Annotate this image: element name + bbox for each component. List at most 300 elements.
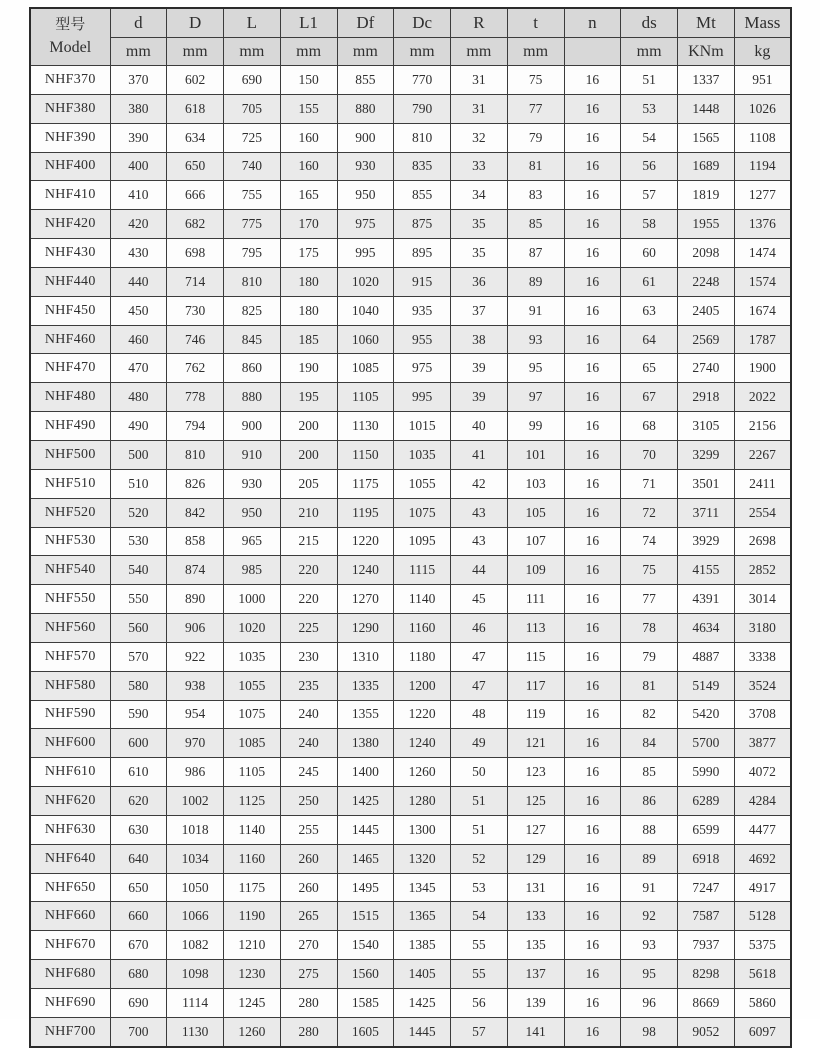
column-label-n: n bbox=[564, 8, 621, 38]
value-cell: 460 bbox=[110, 325, 167, 354]
value-cell: 1425 bbox=[337, 787, 394, 816]
value-cell: 1015 bbox=[394, 412, 451, 441]
value-cell: 230 bbox=[280, 642, 337, 671]
value-cell: 845 bbox=[224, 325, 281, 354]
value-cell: 51 bbox=[621, 66, 678, 95]
value-cell: 77 bbox=[621, 585, 678, 614]
value-cell: 1405 bbox=[394, 960, 451, 989]
value-cell: 4391 bbox=[678, 585, 735, 614]
table-row bbox=[30, 527, 791, 556]
value-cell: 101 bbox=[507, 440, 564, 469]
value-cell: 1035 bbox=[224, 642, 281, 671]
header-units-row bbox=[30, 38, 791, 66]
value-cell: 580 bbox=[110, 671, 167, 700]
value-cell: 33 bbox=[451, 152, 508, 181]
value-cell: 730 bbox=[167, 296, 224, 325]
value-cell: 4284 bbox=[734, 787, 791, 816]
value-cell: 1114 bbox=[167, 989, 224, 1018]
value-cell: 1150 bbox=[337, 440, 394, 469]
value-cell: 2022 bbox=[734, 383, 791, 412]
value-cell: 640 bbox=[110, 844, 167, 873]
value-cell: 79 bbox=[507, 123, 564, 152]
value-cell: 1365 bbox=[394, 902, 451, 931]
value-cell: 1400 bbox=[337, 758, 394, 787]
value-cell: 129 bbox=[507, 844, 564, 873]
value-cell: 810 bbox=[394, 123, 451, 152]
value-cell: 922 bbox=[167, 642, 224, 671]
model-column-header bbox=[30, 8, 110, 66]
value-cell: 127 bbox=[507, 815, 564, 844]
column-label-d: d bbox=[110, 8, 167, 38]
model-cell: NHF440 bbox=[30, 267, 110, 296]
column-label-ds: ds bbox=[621, 8, 678, 38]
value-cell: 123 bbox=[507, 758, 564, 787]
value-cell: 270 bbox=[280, 931, 337, 960]
value-cell: 705 bbox=[224, 94, 281, 123]
model-cell: NHF640 bbox=[30, 844, 110, 873]
value-cell: 965 bbox=[224, 527, 281, 556]
table-row bbox=[30, 1017, 791, 1046]
value-cell: 265 bbox=[280, 902, 337, 931]
value-cell: 74 bbox=[621, 527, 678, 556]
table-row bbox=[30, 642, 791, 671]
model-header-chinese: 型号 bbox=[55, 16, 86, 33]
value-cell: 45 bbox=[451, 585, 508, 614]
value-cell: 40 bbox=[451, 412, 508, 441]
value-cell: 4887 bbox=[678, 642, 735, 671]
value-cell: 1098 bbox=[167, 960, 224, 989]
value-cell: 860 bbox=[224, 354, 281, 383]
table-row bbox=[30, 94, 791, 123]
model-cell: NHF670 bbox=[30, 931, 110, 960]
value-cell: 210 bbox=[280, 498, 337, 527]
value-cell: 1160 bbox=[224, 844, 281, 873]
value-cell: 2156 bbox=[734, 412, 791, 441]
value-cell: 16 bbox=[564, 181, 621, 210]
value-cell: 55 bbox=[451, 960, 508, 989]
value-cell: 16 bbox=[564, 729, 621, 758]
value-cell: 2852 bbox=[734, 556, 791, 585]
value-cell: 450 bbox=[110, 296, 167, 325]
model-cell: NHF600 bbox=[30, 729, 110, 758]
value-cell: 31 bbox=[451, 94, 508, 123]
value-cell: 690 bbox=[224, 66, 281, 95]
table-row bbox=[30, 412, 791, 441]
value-cell: 280 bbox=[280, 989, 337, 1018]
value-cell: 75 bbox=[507, 66, 564, 95]
table-row bbox=[30, 671, 791, 700]
value-cell: 5420 bbox=[678, 700, 735, 729]
table-row bbox=[30, 66, 791, 95]
value-cell: 16 bbox=[564, 210, 621, 239]
value-cell: 1075 bbox=[394, 498, 451, 527]
column-label-d: D bbox=[167, 8, 224, 38]
model-cell: NHF500 bbox=[30, 440, 110, 469]
header-labels-row bbox=[30, 8, 791, 38]
value-cell: 6599 bbox=[678, 815, 735, 844]
value-cell: 600 bbox=[110, 729, 167, 758]
value-cell: 906 bbox=[167, 614, 224, 643]
value-cell: 6918 bbox=[678, 844, 735, 873]
value-cell: 1345 bbox=[394, 873, 451, 902]
table-row bbox=[30, 498, 791, 527]
table-row bbox=[30, 989, 791, 1018]
value-cell: 16 bbox=[564, 758, 621, 787]
value-cell: 175 bbox=[280, 239, 337, 268]
value-cell: 1560 bbox=[337, 960, 394, 989]
model-cell: NHF590 bbox=[30, 700, 110, 729]
column-label-dc: Dc bbox=[394, 8, 451, 38]
value-cell: 48 bbox=[451, 700, 508, 729]
value-cell: 9052 bbox=[678, 1017, 735, 1046]
value-cell: 16 bbox=[564, 815, 621, 844]
table-row bbox=[30, 296, 791, 325]
value-cell: 4072 bbox=[734, 758, 791, 787]
value-cell: 1385 bbox=[394, 931, 451, 960]
value-cell: 1689 bbox=[678, 152, 735, 181]
value-cell: 3708 bbox=[734, 700, 791, 729]
model-cell: NHF580 bbox=[30, 671, 110, 700]
value-cell: 1180 bbox=[394, 642, 451, 671]
value-cell: 245 bbox=[280, 758, 337, 787]
value-cell: 602 bbox=[167, 66, 224, 95]
value-cell: 778 bbox=[167, 383, 224, 412]
value-cell: 63 bbox=[621, 296, 678, 325]
value-cell: 1055 bbox=[394, 469, 451, 498]
value-cell: 680 bbox=[110, 960, 167, 989]
value-cell: 39 bbox=[451, 354, 508, 383]
value-cell: 858 bbox=[167, 527, 224, 556]
value-cell: 77 bbox=[507, 94, 564, 123]
value-cell: 1108 bbox=[734, 123, 791, 152]
column-label-r: R bbox=[451, 8, 508, 38]
value-cell: 16 bbox=[564, 469, 621, 498]
value-cell: 1515 bbox=[337, 902, 394, 931]
value-cell: 2267 bbox=[734, 440, 791, 469]
model-cell: NHF470 bbox=[30, 354, 110, 383]
value-cell: 250 bbox=[280, 787, 337, 816]
value-cell: 1105 bbox=[224, 758, 281, 787]
value-cell: 1175 bbox=[224, 873, 281, 902]
value-cell: 46 bbox=[451, 614, 508, 643]
value-cell: 770 bbox=[394, 66, 451, 95]
value-cell: 5618 bbox=[734, 960, 791, 989]
value-cell: 5149 bbox=[678, 671, 735, 700]
value-cell: 1300 bbox=[394, 815, 451, 844]
model-cell: NHF430 bbox=[30, 239, 110, 268]
value-cell: 755 bbox=[224, 181, 281, 210]
value-cell: 986 bbox=[167, 758, 224, 787]
value-cell: 57 bbox=[451, 1017, 508, 1046]
model-cell: NHF630 bbox=[30, 815, 110, 844]
value-cell: 670 bbox=[110, 931, 167, 960]
value-cell: 47 bbox=[451, 671, 508, 700]
model-cell: NHF540 bbox=[30, 556, 110, 585]
value-cell: 16 bbox=[564, 239, 621, 268]
value-cell: 874 bbox=[167, 556, 224, 585]
column-unit-dc: mm bbox=[394, 38, 451, 66]
value-cell: 1026 bbox=[734, 94, 791, 123]
value-cell: 630 bbox=[110, 815, 167, 844]
value-cell: 875 bbox=[394, 210, 451, 239]
value-cell: 1540 bbox=[337, 931, 394, 960]
value-cell: 49 bbox=[451, 729, 508, 758]
value-cell: 16 bbox=[564, 412, 621, 441]
value-cell: 180 bbox=[280, 267, 337, 296]
value-cell: 1245 bbox=[224, 989, 281, 1018]
value-cell: 56 bbox=[621, 152, 678, 181]
model-cell: NHF560 bbox=[30, 614, 110, 643]
model-cell: NHF680 bbox=[30, 960, 110, 989]
value-cell: 71 bbox=[621, 469, 678, 498]
value-cell: 115 bbox=[507, 642, 564, 671]
value-cell: 1425 bbox=[394, 989, 451, 1018]
value-cell: 1819 bbox=[678, 181, 735, 210]
table-row bbox=[30, 873, 791, 902]
table-row bbox=[30, 210, 791, 239]
value-cell: 935 bbox=[394, 296, 451, 325]
value-cell: 1240 bbox=[394, 729, 451, 758]
value-cell: 51 bbox=[451, 787, 508, 816]
value-cell: 1085 bbox=[224, 729, 281, 758]
value-cell: 98 bbox=[621, 1017, 678, 1046]
value-cell: 170 bbox=[280, 210, 337, 239]
value-cell: 16 bbox=[564, 440, 621, 469]
table-row bbox=[30, 960, 791, 989]
value-cell: 44 bbox=[451, 556, 508, 585]
value-cell: 700 bbox=[110, 1017, 167, 1046]
value-cell: 91 bbox=[621, 873, 678, 902]
table-row bbox=[30, 787, 791, 816]
value-cell: 1220 bbox=[337, 527, 394, 556]
value-cell: 795 bbox=[224, 239, 281, 268]
value-cell: 2248 bbox=[678, 267, 735, 296]
value-cell: 86 bbox=[621, 787, 678, 816]
value-cell: 835 bbox=[394, 152, 451, 181]
value-cell: 99 bbox=[507, 412, 564, 441]
value-cell: 35 bbox=[451, 239, 508, 268]
value-cell: 1495 bbox=[337, 873, 394, 902]
value-cell: 550 bbox=[110, 585, 167, 614]
column-label-mass: Mass bbox=[734, 8, 791, 38]
value-cell: 880 bbox=[337, 94, 394, 123]
value-cell: 135 bbox=[507, 931, 564, 960]
value-cell: 16 bbox=[564, 960, 621, 989]
table-row bbox=[30, 354, 791, 383]
value-cell: 82 bbox=[621, 700, 678, 729]
value-cell: 16 bbox=[564, 989, 621, 1018]
value-cell: 16 bbox=[564, 66, 621, 95]
value-cell: 6289 bbox=[678, 787, 735, 816]
value-cell: 1240 bbox=[337, 556, 394, 585]
model-cell: NHF420 bbox=[30, 210, 110, 239]
value-cell: 620 bbox=[110, 787, 167, 816]
value-cell: 16 bbox=[564, 267, 621, 296]
value-cell: 2405 bbox=[678, 296, 735, 325]
value-cell: 89 bbox=[507, 267, 564, 296]
value-cell: 1105 bbox=[337, 383, 394, 412]
value-cell: 985 bbox=[224, 556, 281, 585]
value-cell: 133 bbox=[507, 902, 564, 931]
value-cell: 32 bbox=[451, 123, 508, 152]
value-cell: 2098 bbox=[678, 239, 735, 268]
value-cell: 775 bbox=[224, 210, 281, 239]
value-cell: 790 bbox=[394, 94, 451, 123]
value-cell: 5128 bbox=[734, 902, 791, 931]
value-cell: 35 bbox=[451, 210, 508, 239]
value-cell: 890 bbox=[167, 585, 224, 614]
value-cell: 47 bbox=[451, 642, 508, 671]
value-cell: 155 bbox=[280, 94, 337, 123]
model-cell: NHF410 bbox=[30, 181, 110, 210]
table-row bbox=[30, 440, 791, 469]
table-body bbox=[30, 66, 791, 1047]
value-cell: 109 bbox=[507, 556, 564, 585]
column-label-df: Df bbox=[337, 8, 394, 38]
value-cell: 698 bbox=[167, 239, 224, 268]
value-cell: 1290 bbox=[337, 614, 394, 643]
value-cell: 255 bbox=[280, 815, 337, 844]
value-cell: 1445 bbox=[394, 1017, 451, 1046]
value-cell: 5700 bbox=[678, 729, 735, 758]
value-cell: 380 bbox=[110, 94, 167, 123]
column-label-mt: Mt bbox=[678, 8, 735, 38]
value-cell: 975 bbox=[394, 354, 451, 383]
value-cell: 88 bbox=[621, 815, 678, 844]
model-cell: NHF490 bbox=[30, 412, 110, 441]
value-cell: 31 bbox=[451, 66, 508, 95]
value-cell: 1125 bbox=[224, 787, 281, 816]
value-cell: 4692 bbox=[734, 844, 791, 873]
value-cell: 1355 bbox=[337, 700, 394, 729]
value-cell: 56 bbox=[451, 989, 508, 1018]
table-row bbox=[30, 758, 791, 787]
value-cell: 794 bbox=[167, 412, 224, 441]
value-cell: 510 bbox=[110, 469, 167, 498]
table-row bbox=[30, 614, 791, 643]
value-cell: 954 bbox=[167, 700, 224, 729]
table-row bbox=[30, 469, 791, 498]
column-unit-r: mm bbox=[451, 38, 508, 66]
model-cell: NHF510 bbox=[30, 469, 110, 498]
value-cell: 1190 bbox=[224, 902, 281, 931]
value-cell: 79 bbox=[621, 642, 678, 671]
value-cell: 725 bbox=[224, 123, 281, 152]
column-unit-ds: mm bbox=[621, 38, 678, 66]
value-cell: 490 bbox=[110, 412, 167, 441]
value-cell: 825 bbox=[224, 296, 281, 325]
model-cell: NHF460 bbox=[30, 325, 110, 354]
value-cell: 1277 bbox=[734, 181, 791, 210]
table-row bbox=[30, 844, 791, 873]
value-cell: 970 bbox=[167, 729, 224, 758]
value-cell: 16 bbox=[564, 1017, 621, 1046]
value-cell: 34 bbox=[451, 181, 508, 210]
value-cell: 682 bbox=[167, 210, 224, 239]
value-cell: 260 bbox=[280, 844, 337, 873]
value-cell: 900 bbox=[224, 412, 281, 441]
value-cell: 1195 bbox=[337, 498, 394, 527]
value-cell: 1018 bbox=[167, 815, 224, 844]
value-cell: 42 bbox=[451, 469, 508, 498]
table-row bbox=[30, 181, 791, 210]
value-cell: 81 bbox=[621, 671, 678, 700]
value-cell: 131 bbox=[507, 873, 564, 902]
model-cell: NHF530 bbox=[30, 527, 110, 556]
model-cell: NHF370 bbox=[30, 66, 110, 95]
value-cell: 70 bbox=[621, 440, 678, 469]
value-cell: 1115 bbox=[394, 556, 451, 585]
value-cell: 97 bbox=[507, 383, 564, 412]
value-cell: 275 bbox=[280, 960, 337, 989]
value-cell: 1955 bbox=[678, 210, 735, 239]
value-cell: 3299 bbox=[678, 440, 735, 469]
value-cell: 150 bbox=[280, 66, 337, 95]
table-row bbox=[30, 325, 791, 354]
value-cell: 1787 bbox=[734, 325, 791, 354]
value-cell: 111 bbox=[507, 585, 564, 614]
value-cell: 16 bbox=[564, 296, 621, 325]
value-cell: 1160 bbox=[394, 614, 451, 643]
value-cell: 53 bbox=[451, 873, 508, 902]
value-cell: 1320 bbox=[394, 844, 451, 873]
value-cell: 113 bbox=[507, 614, 564, 643]
value-cell: 995 bbox=[394, 383, 451, 412]
value-cell: 1085 bbox=[337, 354, 394, 383]
value-cell: 975 bbox=[337, 210, 394, 239]
value-cell: 470 bbox=[110, 354, 167, 383]
value-cell: 826 bbox=[167, 469, 224, 498]
column-unit-mass: kg bbox=[734, 38, 791, 66]
value-cell: 810 bbox=[167, 440, 224, 469]
value-cell: 105 bbox=[507, 498, 564, 527]
value-cell: 16 bbox=[564, 873, 621, 902]
value-cell: 165 bbox=[280, 181, 337, 210]
value-cell: 650 bbox=[167, 152, 224, 181]
value-cell: 1200 bbox=[394, 671, 451, 700]
value-cell: 1310 bbox=[337, 642, 394, 671]
value-cell: 1474 bbox=[734, 239, 791, 268]
column-label-l1: L1 bbox=[280, 8, 337, 38]
table-row bbox=[30, 815, 791, 844]
value-cell: 1075 bbox=[224, 700, 281, 729]
value-cell: 83 bbox=[507, 181, 564, 210]
value-cell: 75 bbox=[621, 556, 678, 585]
value-cell: 4917 bbox=[734, 873, 791, 902]
value-cell: 185 bbox=[280, 325, 337, 354]
value-cell: 3501 bbox=[678, 469, 735, 498]
value-cell: 1565 bbox=[678, 123, 735, 152]
value-cell: 3180 bbox=[734, 614, 791, 643]
value-cell: 2698 bbox=[734, 527, 791, 556]
model-cell: NHF550 bbox=[30, 585, 110, 614]
column-unit-t: mm bbox=[507, 38, 564, 66]
value-cell: 1260 bbox=[224, 1017, 281, 1046]
value-cell: 53 bbox=[621, 94, 678, 123]
value-cell: 520 bbox=[110, 498, 167, 527]
value-cell: 1050 bbox=[167, 873, 224, 902]
value-cell: 430 bbox=[110, 239, 167, 268]
value-cell: 762 bbox=[167, 354, 224, 383]
value-cell: 540 bbox=[110, 556, 167, 585]
value-cell: 1260 bbox=[394, 758, 451, 787]
table-row bbox=[30, 556, 791, 585]
value-cell: 43 bbox=[451, 527, 508, 556]
value-cell: 95 bbox=[621, 960, 678, 989]
value-cell: 1445 bbox=[337, 815, 394, 844]
value-cell: 16 bbox=[564, 671, 621, 700]
value-cell: 500 bbox=[110, 440, 167, 469]
